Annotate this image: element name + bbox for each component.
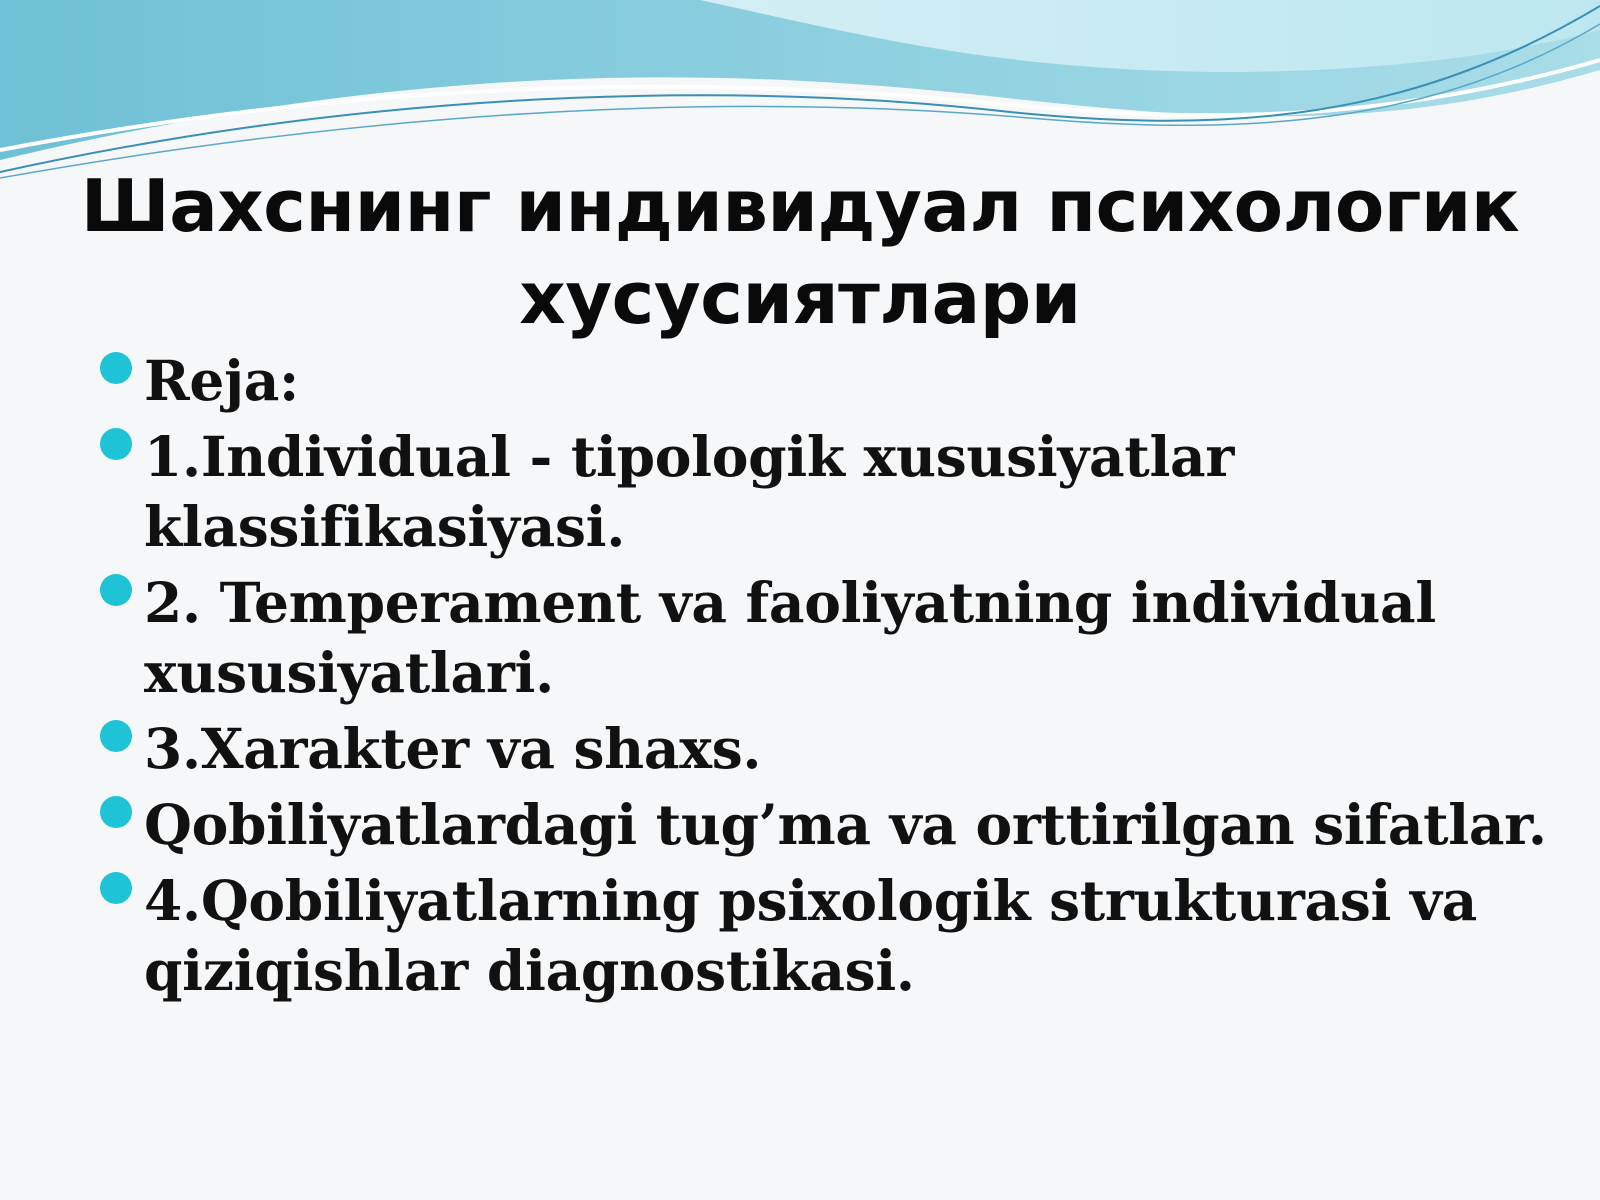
bullet-dot-icon xyxy=(100,872,132,904)
bullet-dot-icon xyxy=(100,352,132,384)
plan-item-heading xyxy=(100,346,1560,416)
plan-list xyxy=(100,346,1560,1012)
plan-item-text: 3.Xarakter va shaxs. xyxy=(144,716,762,781)
plan-item-text: 1.Individual - tipologik xususiyatlar klassifikasiyasi. xyxy=(144,424,1235,559)
plan-item-2 xyxy=(100,568,1560,708)
plan-item-4 xyxy=(100,866,1560,1006)
bullet-dot-icon xyxy=(100,428,132,460)
bullet-dot-icon xyxy=(100,796,132,828)
plan-item-text: 2. Temperament va faoliyatning individual xususiyatlari. xyxy=(144,570,1436,705)
plan-item-1 xyxy=(100,422,1560,562)
plan-item-text: Reja: xyxy=(144,348,300,413)
bullet-dot-icon xyxy=(100,720,132,752)
bullet-dot-icon xyxy=(100,574,132,606)
plan-item-qobiliyat xyxy=(100,790,1560,860)
plan-item-text: 4.Qobiliyatlarning psixologik strukturasi va qiziqishlar diagnostikasi. xyxy=(144,868,1477,1003)
slide-title: Шахснинг индивидуал психологик хусусиятлари xyxy=(80,164,1520,340)
plan-item-text: Qobiliyatlardagi tug’ma va orttirilgan sifatlar. xyxy=(144,792,1547,857)
plan-item-3 xyxy=(100,714,1560,784)
